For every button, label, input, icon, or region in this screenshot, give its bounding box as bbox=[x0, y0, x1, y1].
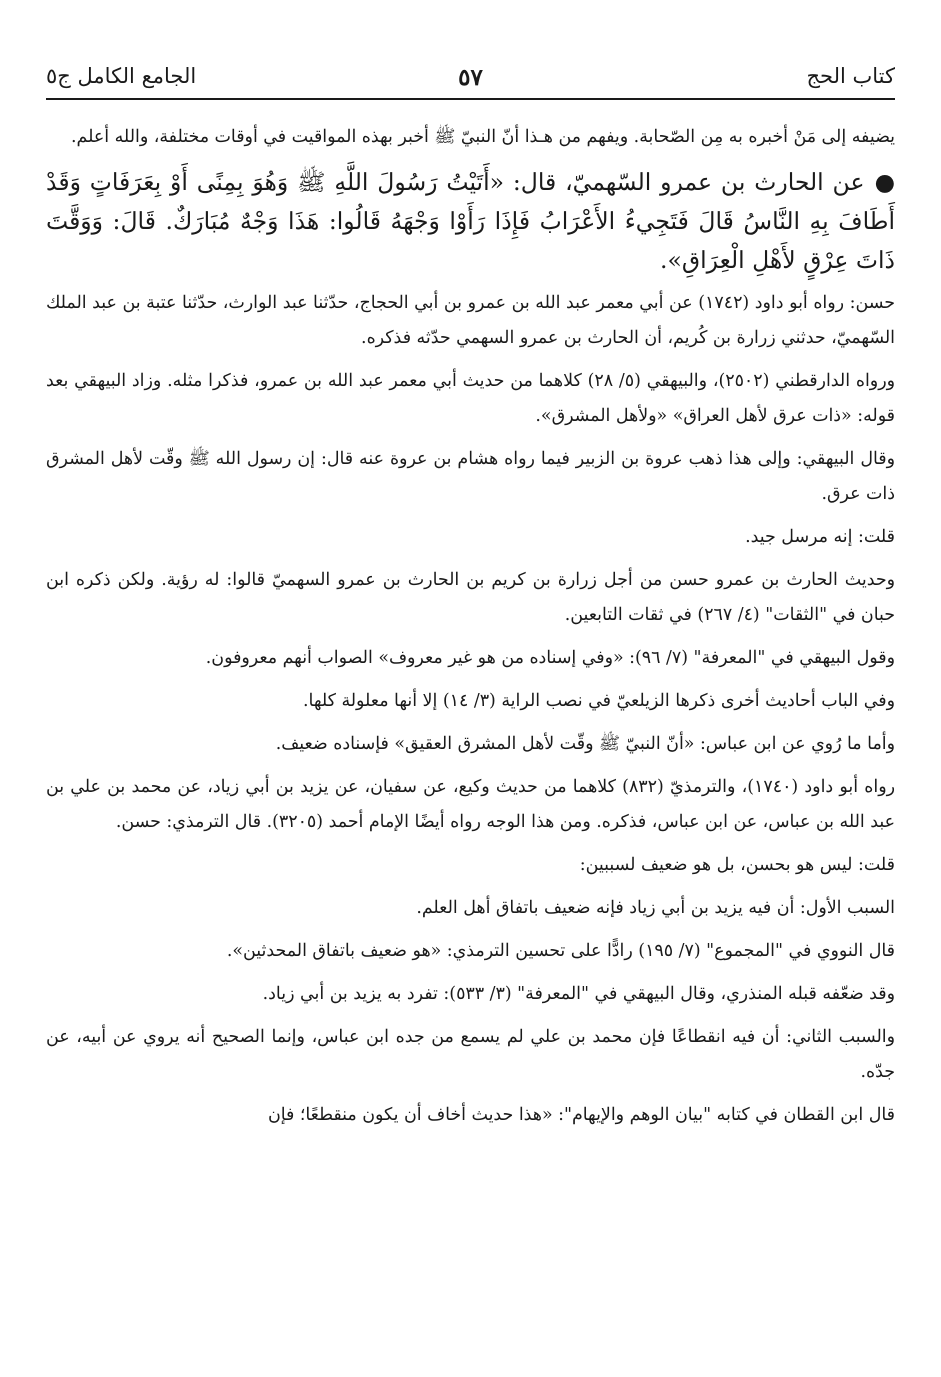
paragraph-ibn-qattan: قال ابن القطان في كتابه "بيان الوهم والإيهام": «هذا حديث أخاف أن يكون منقطعًا؛ فإن bbox=[267, 1105, 895, 1125]
paragraph-first-reason: السبب الأول: أن فيه يزيد بن أبي زياد فإنه ضعيف باتفاق أهل العلم. bbox=[416, 898, 895, 918]
paragraph-harith-hasan: وحديث الحارث بن عمرو حسن من أجل زرارة بن كريم بن الحارث بن عمرو السهميّ قالوا: له رؤية. ولكن ذكره ابن حبان في "الثقات" (٤/ ٢٦٧) في ثقات التابعين. bbox=[46, 570, 895, 625]
paragraph-other-hadiths: وفي الباب أحاديث أخرى ذكرها الزيلعيّ في نصب الراية (٣/ ١٤) إلا أنها معلولة كلها. bbox=[303, 691, 895, 711]
paragraph-bayhaqi-urwa: وقال البيهقي: وإلى هذا ذهب عروة بن الزبير فيما رواه هشام بن عروة عنه قال: إن رسول الله ﷺ وقّت لأهل المشرق ذات عرق. bbox=[46, 449, 895, 504]
paragraph-bayhaqi-marifa: وقول البيهقي في "المعرفة" (٧/ ٩٦): «وفي إسناده من هو غير معروف» الصواب أنهم معروفون. bbox=[205, 648, 895, 668]
hadith-body: عن الحارث بن عمرو السّهميّ، قال: «أَتَيْتُ رَسُولَ اللَّهِ ﷺ وَهُوَ بِمِنًى أَوْ بِعَرَفَاتٍ وَقَدْ أَطَافَ بِهِ النَّاسُ قَالَ فَتَجِيءُ الأَعْرَابُ فَإِذَا رَأَوْا وَجْهَهُ قَالُوا: هَذَا وَجْهٌ مُبَارَكٌ. قَالَ: وَوَقَّتَ ذَاتَ عِرْقٍ لأَهْلِ الْعِرَاقِ». bbox=[46, 168, 895, 274]
running-header bbox=[46, 58, 895, 100]
series-title: الجامع الكامل ج٥ bbox=[46, 64, 197, 88]
paragraph-daraqutni: ورواه الدارقطني (٢٥٠٢)، والبيهقي (٥/ ٢٨) كلاهما من حديث أبي معمر عبد الله بن عمرو، فذكرا مثله. وزاد البيهقي بعد قوله: «ذات عرق لأهل العراق» «ولأهل المشرق». bbox=[46, 371, 895, 426]
paragraph-mundhiri: وقد ضعّفه قبله المنذري، وقال البيهقي في "المعرفة" (٣/ ٥٣٣): تفرد به يزيد بن أبي زياد. bbox=[262, 984, 895, 1004]
paragraph-takhrij: حسن: رواه أبو داود (١٧٤٢) عن أبي معمر عبد الله بن عمرو بن أبي الحجاج، حدّثنا عبد الوارث، حدّثنا عتبة بن عبد الملك السّهميّ، حدثني زرارة بن كُريم، أن الحارث بن عمرو السهمي حدّثه فذكره. bbox=[46, 293, 896, 348]
paragraph-second-reason: والسبب الثاني: أن فيه انقطاعًا فإن محمد بن علي لم يسمع من جده ابن عباس، وإنما الصحيح أنه يروي عن أبيه، عن جدّه. bbox=[46, 1027, 895, 1082]
paragraph-mursal: قلت: إنه مرسل جيد. bbox=[745, 527, 895, 547]
page-number: ٥٧ bbox=[458, 64, 483, 91]
paragraph-nawawi: قال النووي في "المجموع" (٧/ ١٩٥) رادًّا على تحسين الترمذي: «هو ضعيف باتفاق المحدثين». bbox=[226, 941, 895, 961]
page-body bbox=[46, 120, 895, 1141]
bullet-icon: ● bbox=[874, 168, 895, 196]
paragraph-intro: يضيفه إلى مَنْ أخبره به مِن الصّحابة. ويفهم من هـذا أنّ النبيّ ﷺ أخبر بهذه المواقيت في أوقات مختلفة، والله أعلم. bbox=[71, 127, 895, 147]
paragraph-abu-dawud: رواه أبو داود (١٧٤٠)، والترمذيّ (٨٣٢) كلاهما من حديث وكيع، عن سفيان، عن يزيد بن أبي زياد، عن محمد بن علي بن عبد الله بن عباس، عن ابن عباس، فذكره. ومن هذا الوجه رواه أيضًا الإمام أحمد (٣٢٠٥). قال الترمذي: حسن. bbox=[46, 777, 896, 832]
book-page bbox=[46, 0, 895, 1377]
book-title: كتاب الحج bbox=[806, 64, 895, 88]
hadith-text bbox=[46, 163, 895, 280]
paragraph-two-reasons: قلت: ليس هو بحسن، بل هو ضعيف لسببين: bbox=[579, 855, 895, 875]
paragraph-ibn-abbas: وأما ما رُوي عن ابن عباس: «أنّ النبيّ ﷺ وقّت لأهل المشرق العقيق» فإسناده ضعيف. bbox=[275, 734, 895, 754]
